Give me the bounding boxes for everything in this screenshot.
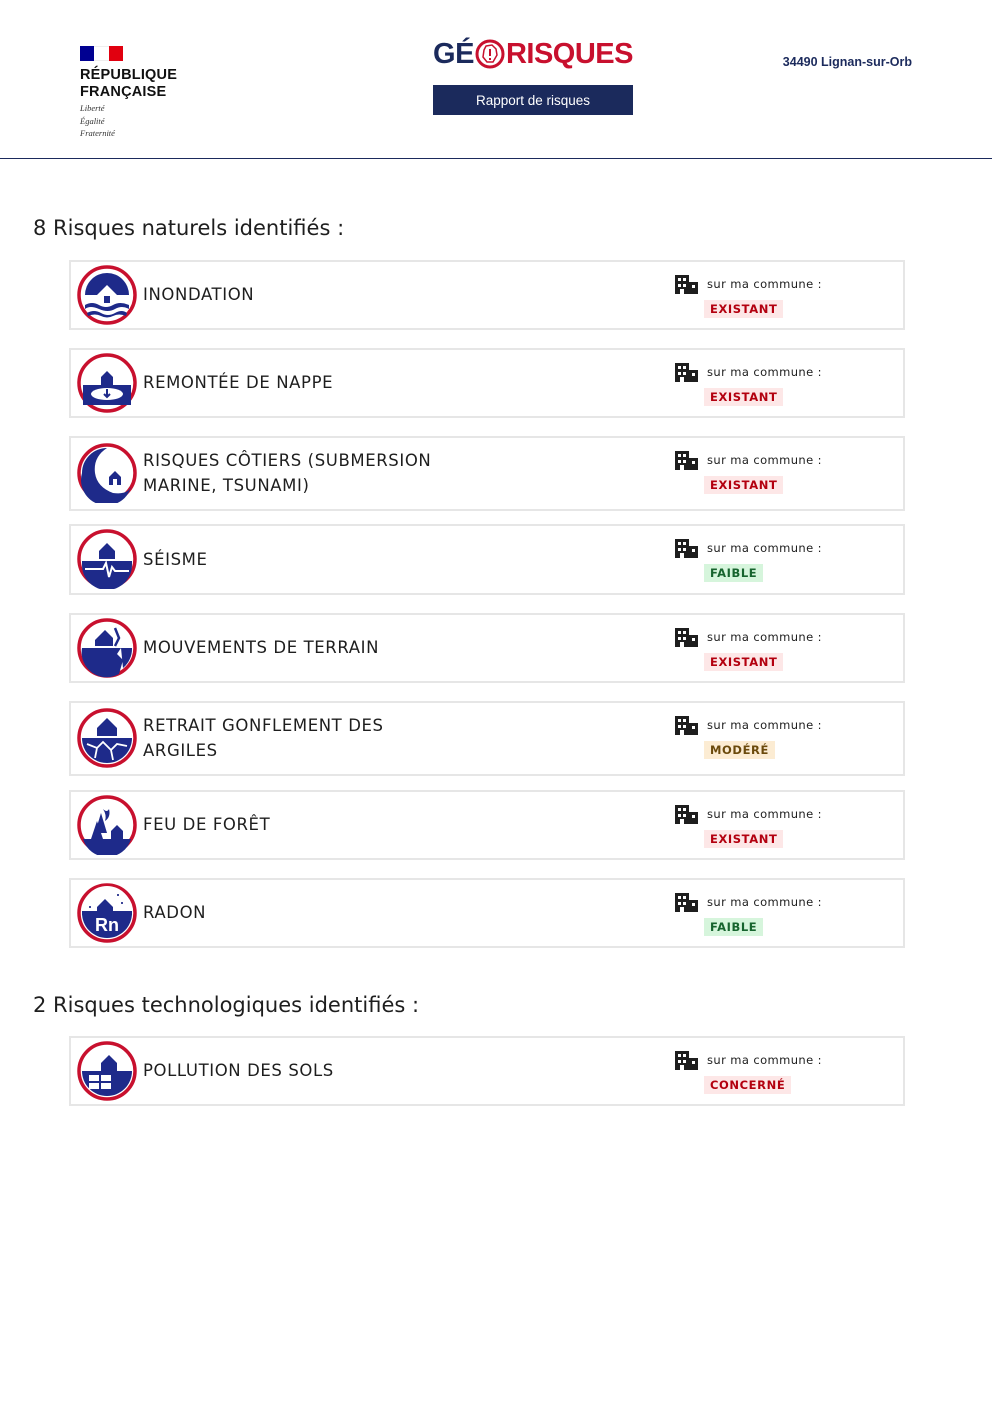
risk-name: [143, 1058, 334, 1083]
status-badge: CONCERNÉ: [704, 1076, 791, 1094]
building-icon: [675, 892, 699, 912]
risk-name-line1: POLLUTION DES SOLS: [143, 1061, 334, 1080]
risk-name: [143, 713, 384, 763]
status-badge: MODÉRÉ: [704, 741, 775, 759]
commune-status: [675, 715, 875, 759]
commune-label: sur ma commune :: [707, 718, 822, 732]
clay-crack-icon: [77, 708, 137, 768]
risk-card: [69, 260, 905, 330]
building-icon: [675, 538, 699, 558]
georisques-emblem-icon: [475, 39, 505, 69]
building-icon: [675, 450, 699, 470]
rf-motto-line3: Fraternité: [80, 128, 115, 138]
page-header: [0, 0, 992, 159]
rf-name-line1: RÉPUBLIQUE: [80, 67, 178, 83]
rf-motto-line1: Liberté: [80, 103, 105, 113]
risk-card: [69, 878, 905, 948]
risk-name: [143, 812, 270, 837]
commune-label: sur ma commune :: [707, 453, 822, 467]
coastal-wave-icon: [77, 443, 137, 503]
commune-status: [675, 450, 875, 494]
radon-symbol-text: Rn: [95, 915, 119, 935]
brand-left: GÉ: [433, 37, 474, 70]
commune-label: sur ma commune :: [707, 365, 822, 379]
building-icon: [675, 715, 699, 735]
risk-name-line1: MOUVEMENTS DE TERRAIN: [143, 638, 380, 657]
status-badge: EXISTANT: [704, 388, 783, 406]
risk-name: [143, 635, 379, 660]
risk-name-line1: RISQUES CÔTIERS (SUBMERSION: [143, 451, 432, 470]
risk-name-line1: REMONTÉE DE NAPPE: [143, 373, 334, 392]
risk-name-line1: RADON: [143, 903, 207, 922]
commune-label: sur ma commune :: [707, 895, 822, 909]
building-icon: [675, 804, 699, 824]
french-flag-icon: [80, 46, 123, 61]
earthquake-icon: [77, 529, 137, 589]
commune-label: sur ma commune :: [707, 277, 822, 291]
technological-risks-title: 2 Risques technologiques identifiés :: [33, 993, 420, 1017]
risk-name: [143, 900, 206, 925]
risk-name: [143, 448, 431, 498]
commune-status: [675, 804, 875, 848]
risk-name-line1: INONDATION: [143, 285, 255, 304]
building-icon: [675, 1050, 699, 1070]
radon-icon: [77, 883, 137, 943]
republique-francaise-logo: [80, 46, 200, 139]
building-icon: [675, 627, 699, 647]
rf-name-line2: FRANÇAISE: [80, 84, 167, 100]
flood-icon: [77, 265, 137, 325]
building-icon: [675, 274, 699, 294]
commune-label: sur ma commune :: [707, 541, 822, 555]
location-label: 34490 Lignan-sur-Orb: [782, 55, 912, 69]
risk-name: [143, 547, 208, 572]
georisques-logo: [433, 34, 633, 74]
status-badge: EXISTANT: [704, 830, 783, 848]
commune-status: [675, 1050, 875, 1094]
groundwater-icon: [77, 353, 137, 413]
risk-name: [143, 370, 333, 395]
risk-card: [69, 701, 905, 776]
status-badge: EXISTANT: [704, 653, 783, 671]
commune-status: [675, 538, 875, 582]
natural-risks-title: 8 Risques naturels identifiés :: [33, 216, 345, 240]
risk-card: [69, 436, 905, 511]
commune-status: [675, 274, 875, 318]
commune-status: [675, 627, 875, 671]
building-icon: [675, 362, 699, 382]
rf-motto-line2: Égalité: [80, 115, 105, 126]
risk-name-line2: MARINE, TSUNAMI): [143, 476, 310, 495]
commune-status: [675, 892, 875, 936]
risk-card: [69, 348, 905, 418]
landslide-icon: [77, 618, 137, 678]
risk-name-line1: SÉISME: [143, 550, 208, 569]
commune-label: sur ma commune :: [707, 1053, 822, 1067]
risk-card: [69, 790, 905, 860]
risk-name-line1: FEU DE FORÊT: [143, 815, 271, 834]
status-badge: FAIBLE: [704, 564, 763, 582]
risk-card: [69, 613, 905, 683]
risk-name-line1: RETRAIT GONFLEMENT DES: [143, 716, 384, 735]
brand-right: RISQUES: [505, 37, 633, 70]
status-badge: FAIBLE: [704, 918, 763, 936]
status-badge: EXISTANT: [704, 300, 783, 318]
report-title-badge: Rapport de risques: [433, 85, 633, 115]
commune-label: sur ma commune :: [707, 807, 822, 821]
commune-status: [675, 362, 875, 406]
commune-label: sur ma commune :: [707, 630, 822, 644]
risk-card: [69, 1036, 905, 1106]
status-badge: EXISTANT: [704, 476, 783, 494]
risk-card: [69, 524, 905, 595]
risk-name-line2: ARGILES: [143, 741, 218, 760]
risk-name: [143, 282, 254, 307]
soil-pollution-icon: [77, 1041, 137, 1101]
forest-fire-icon: [77, 795, 137, 855]
